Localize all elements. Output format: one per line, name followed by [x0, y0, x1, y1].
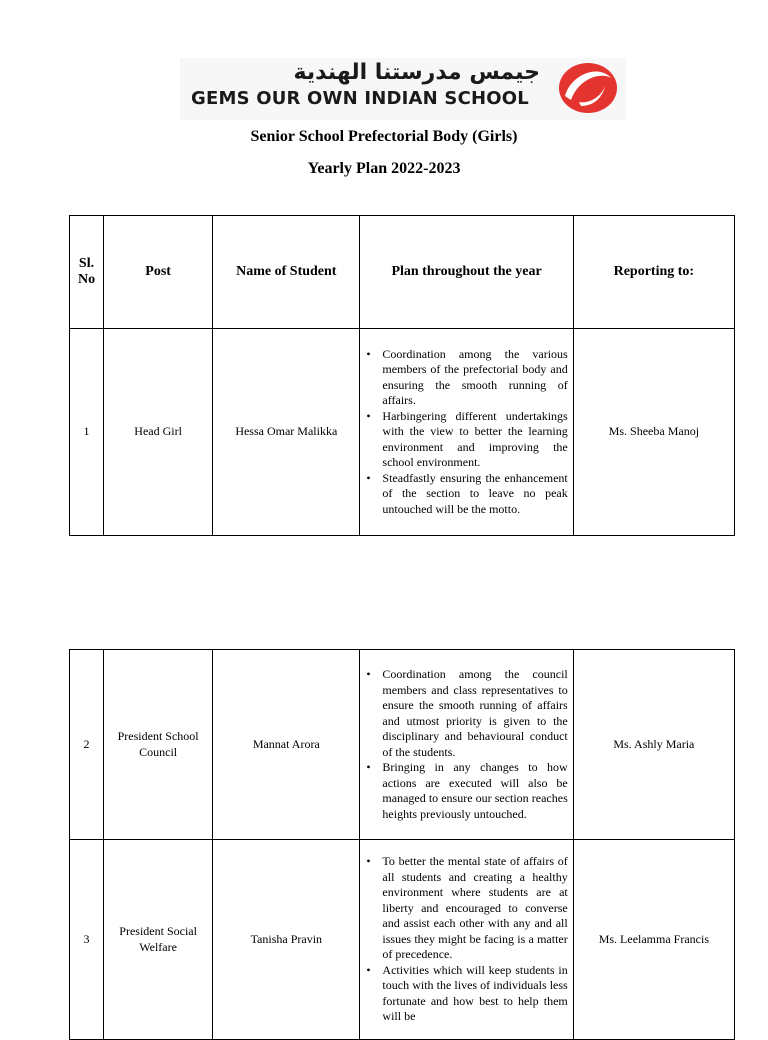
gems-logo-mark-icon — [555, 60, 621, 116]
plan-item: • Steadfastly ensuring the enhancement of the section to leave no peak untouched will be the motto. — [382, 471, 567, 518]
header-sl-no: Sl. No — [70, 216, 104, 329]
plan-item: • Harbingering different undertakings with the view to better the learning environment and improving the school environment. — [382, 409, 567, 471]
document-subtitle: Yearly Plan 2022-2023 — [307, 160, 461, 177]
header-plan: Plan throughout the year — [360, 216, 573, 329]
cell-plan — [360, 329, 573, 536]
plan-item: • Activities which will keep students in touch with the lives of individuals less fortunate and how best to help them will be — [382, 963, 567, 1025]
cell-post: Head Girl — [104, 329, 213, 536]
table-row — [70, 840, 735, 1040]
logo-arabic-text: جيمس مدرستنا الهندية — [293, 60, 540, 85]
prefect-plan-table-continued — [69, 649, 735, 1040]
cell-name: Hessa Omar Malikka — [213, 329, 360, 536]
cell-sl: 1 — [70, 329, 104, 536]
plan-list — [360, 347, 567, 518]
cell-reporting: Ms. Ashly Maria — [573, 650, 734, 840]
plan-item: • Coordination among the council members and class representatives to ensure the smooth running of affairs and utmost priority is given to the disciplinary and behavioural conduct of the students. — [382, 667, 567, 760]
cell-plan — [360, 840, 573, 1040]
cell-name: Tanisha Pravin — [213, 840, 360, 1040]
prefect-plan-table — [69, 215, 735, 536]
cell-sl: 3 — [70, 840, 104, 1040]
school-logo — [180, 58, 626, 120]
plan-item: • Coordination among the various members of the prefectorial body and ensuring the smooth running of affairs. — [382, 347, 567, 409]
logo-english-text: GEMS OUR OWN INDIAN SCHOOL — [191, 88, 529, 109]
cell-post: President Social Welfare — [104, 840, 213, 1040]
header-name: Name of Student — [213, 216, 360, 329]
plan-list — [360, 854, 567, 1025]
cell-post: President School Council — [104, 650, 213, 840]
table-header-row — [70, 216, 735, 329]
cell-plan — [360, 650, 573, 840]
header-post: Post — [104, 216, 213, 329]
cell-name: Mannat Arora — [213, 650, 360, 840]
table-row — [70, 650, 735, 840]
cell-reporting: Ms. Leelamma Francis — [573, 840, 734, 1040]
cell-reporting: Ms. Sheeba Manoj — [573, 329, 734, 536]
header-reporting: Reporting to: — [573, 216, 734, 329]
plan-list — [360, 667, 567, 822]
document-title: Senior School Prefectorial Body (Girls) — [250, 128, 518, 145]
table-row — [70, 329, 735, 536]
plan-item: • Bringing in any changes to how actions are executed will also be managed to ensure our section reaches heights previously untouched. — [382, 760, 567, 822]
cell-sl: 2 — [70, 650, 104, 840]
plan-item: • To better the mental state of affairs of all students and creating a healthy environment where students are at liberty and encouraged to converse and assist each other with any and all issues they might be facing is a matter of precedence. — [382, 854, 567, 963]
